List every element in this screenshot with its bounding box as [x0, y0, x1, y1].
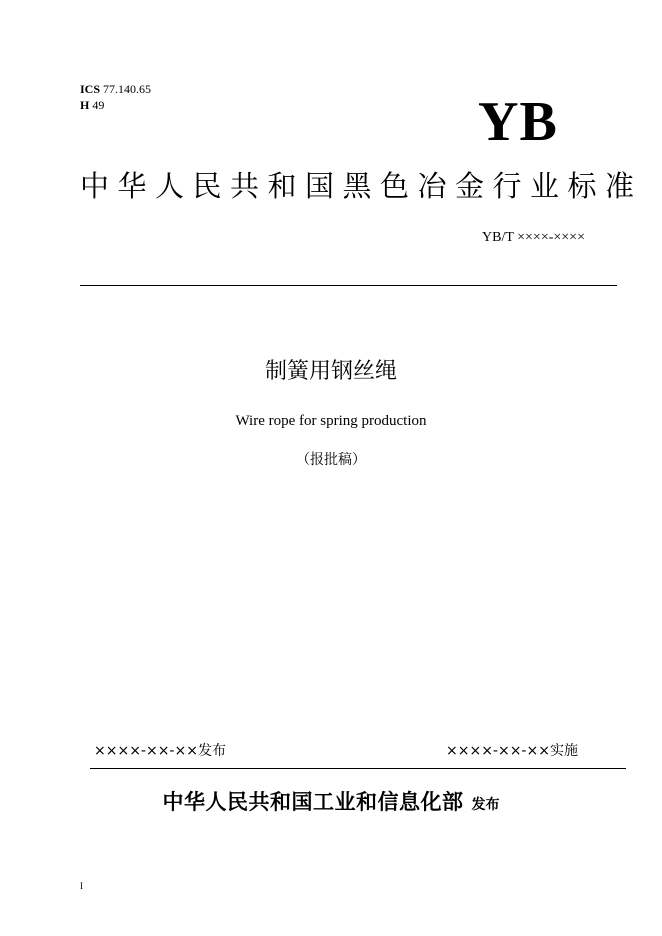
ics-code: 77.140.65	[103, 82, 152, 96]
document-title-en: Wire rope for spring production	[235, 413, 427, 429]
ics-label: ICS	[80, 82, 101, 96]
yb-logo: YB	[478, 91, 558, 153]
document-title-cn: 制簧用钢丝绳	[264, 359, 397, 384]
classification-codes	[80, 81, 151, 113]
h-label: H	[80, 98, 90, 112]
issuing-organization: 中华人民共和国工业和信息化部	[162, 790, 464, 814]
issuer-line	[0, 789, 662, 815]
h-code: 49	[92, 98, 105, 112]
standard-number: YB/T ××××-××××	[482, 230, 585, 245]
bottom-divider	[90, 768, 626, 769]
issue-action: 发布	[471, 797, 500, 813]
page-number: I	[80, 881, 83, 891]
standard-category-title: 中华人民共和国黑色冶金行业标准	[80, 169, 643, 203]
top-divider	[80, 285, 617, 286]
draft-status: （报批稿）	[296, 452, 366, 468]
h-code-line	[80, 97, 151, 113]
ics-code-line	[80, 81, 151, 97]
implementation-date: ××××-××-××实施	[446, 743, 578, 759]
issue-date: ××××-××-××发布	[94, 743, 226, 759]
